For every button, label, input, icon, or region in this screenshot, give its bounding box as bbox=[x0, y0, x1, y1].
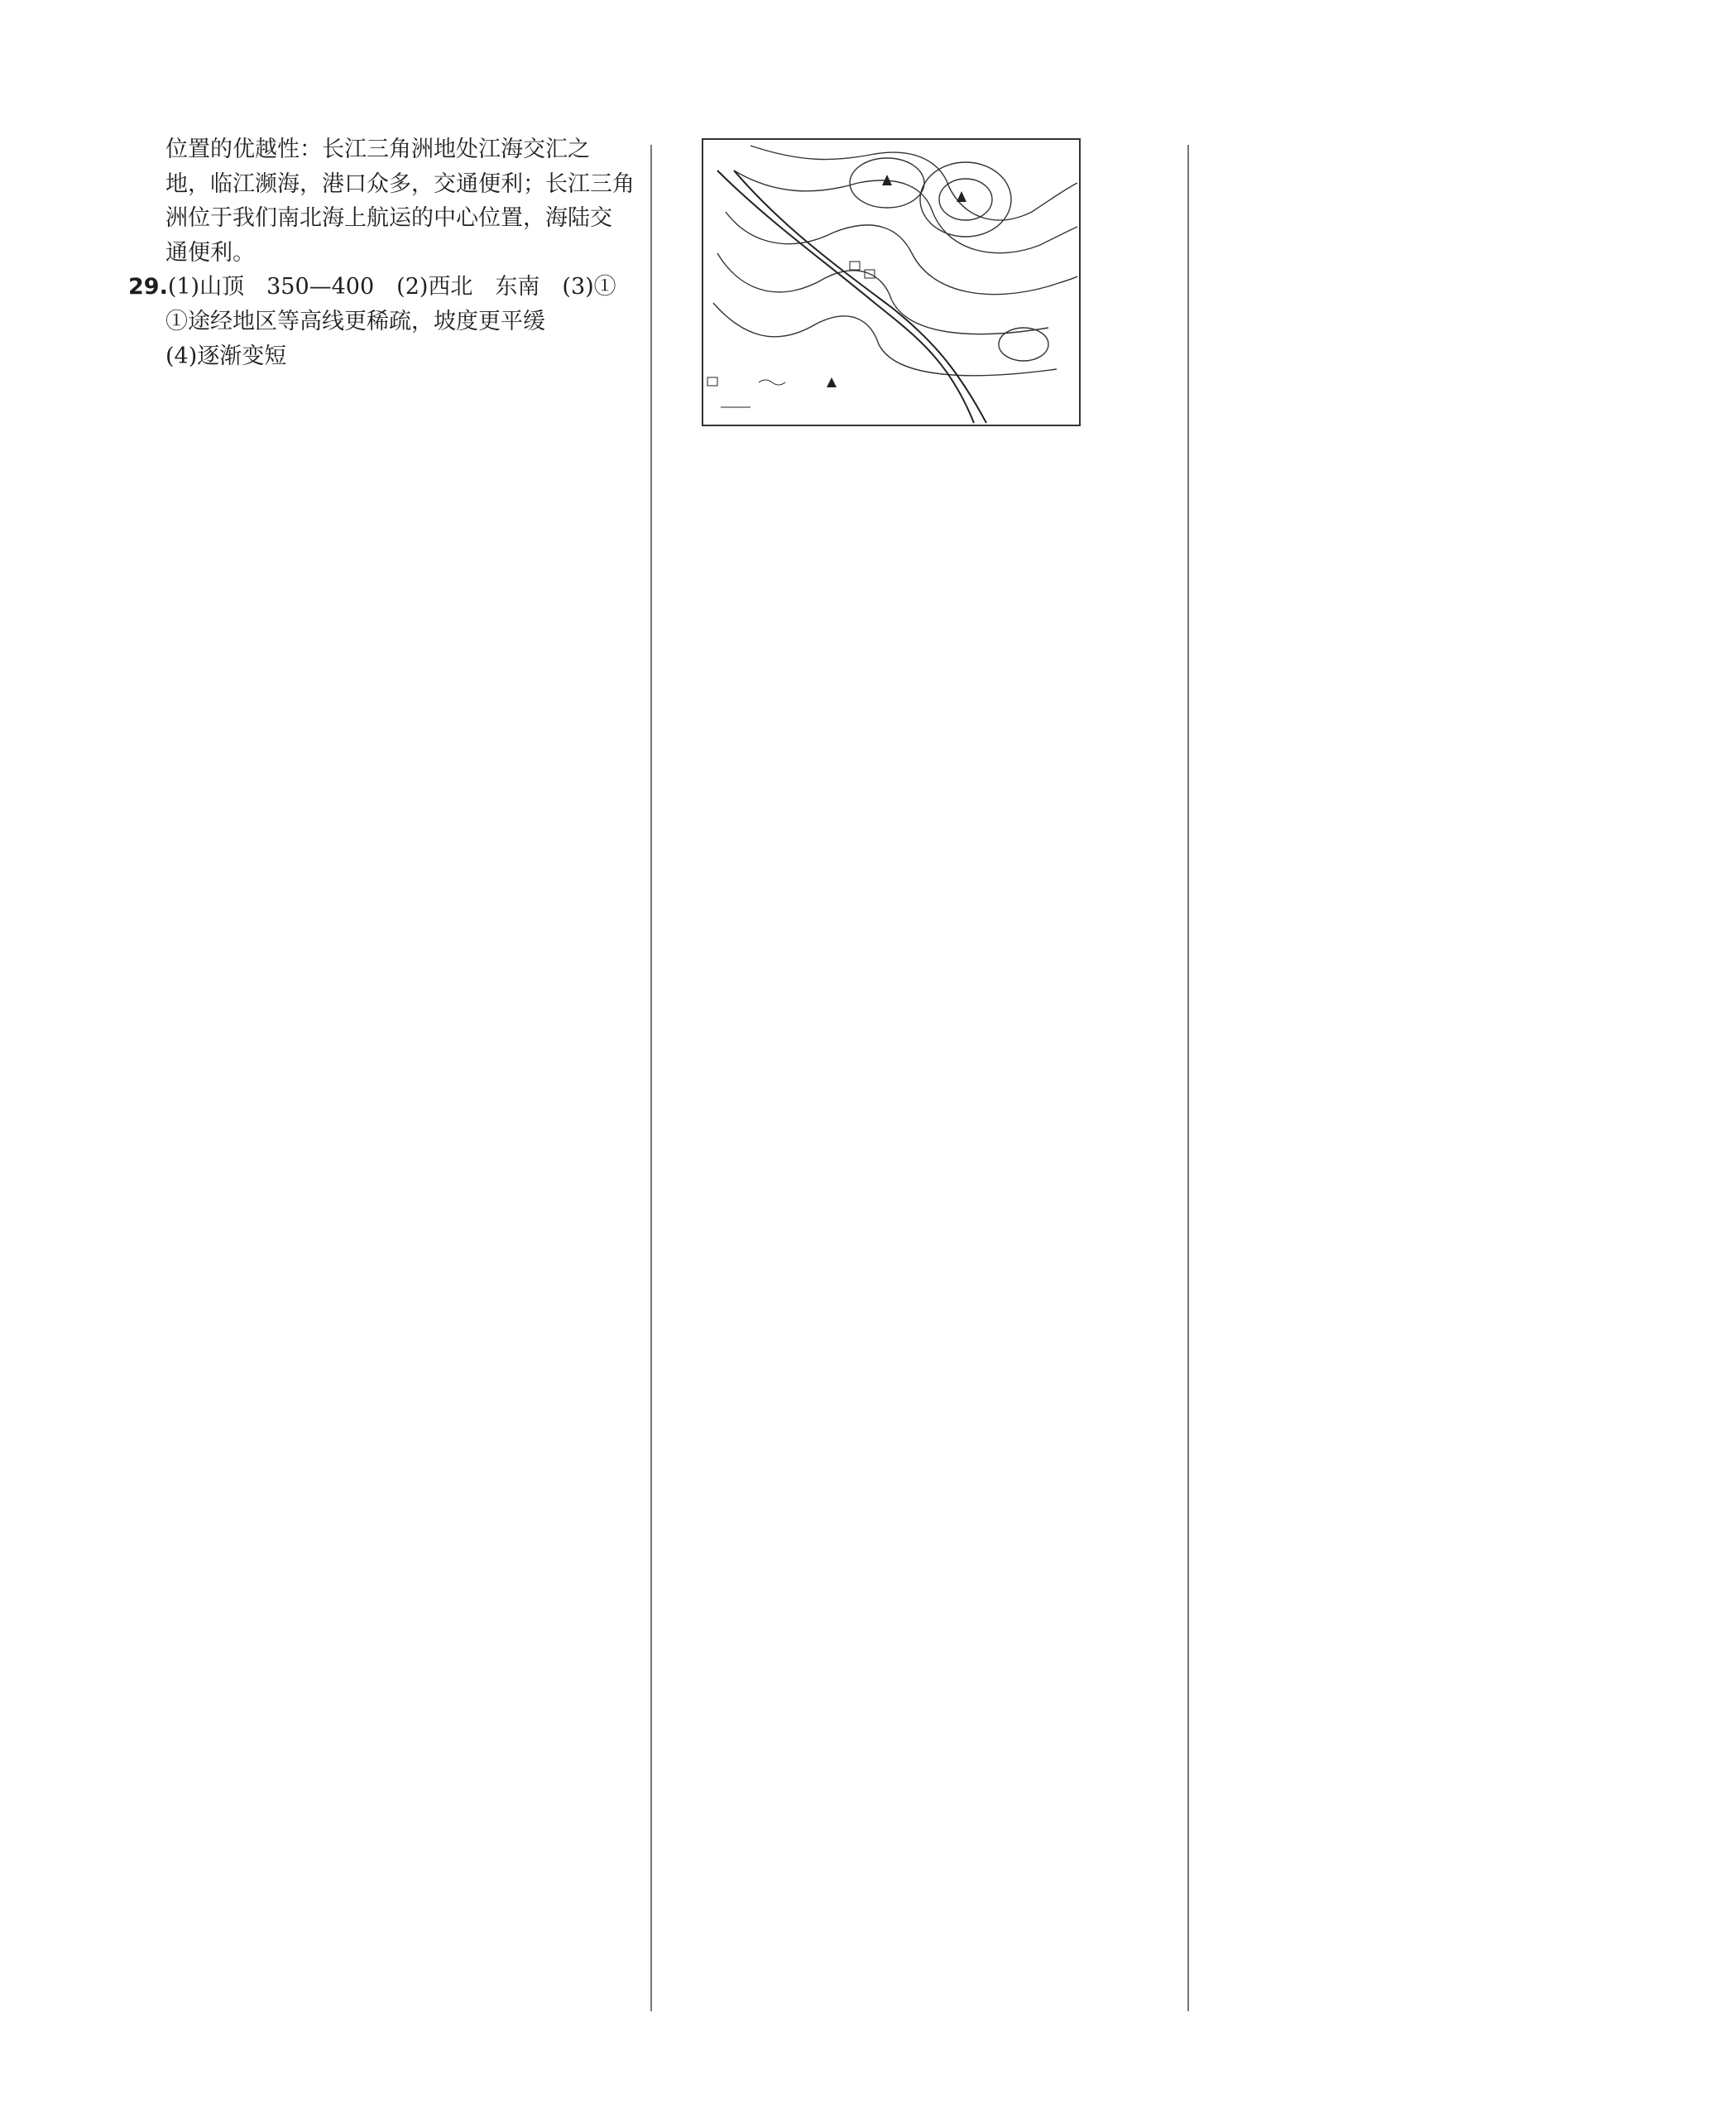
column-divider bbox=[650, 145, 652, 2011]
answer-line: 通便利。 bbox=[165, 239, 255, 266]
answer-line: 位置的优越性：长江三角洲地处江海交汇之 bbox=[165, 137, 590, 162]
column-2 bbox=[664, 132, 1168, 434]
answer-line: 29.(1)山顶 350—400 (2)西北 东南 (3)① bbox=[128, 274, 616, 300]
question-number: 29. bbox=[128, 274, 168, 300]
column-divider bbox=[1187, 145, 1189, 2011]
question-29 bbox=[128, 270, 633, 373]
answer-line: 地，临江濒海，港口众多，交通便利；长江三角 bbox=[165, 170, 635, 197]
answer-line: 洲位于我们南北海上航运的中心位置，海陆交 bbox=[165, 205, 612, 232]
answer-line: ①途经地区等高线更稀疏，坡度更平缓 bbox=[165, 308, 545, 334]
column-3 bbox=[1201, 132, 1706, 136]
answer-line: (4)逐渐变短 bbox=[165, 343, 287, 369]
answer-block bbox=[128, 132, 633, 270]
contour-map bbox=[701, 137, 1081, 427]
column-1 bbox=[128, 132, 633, 377]
